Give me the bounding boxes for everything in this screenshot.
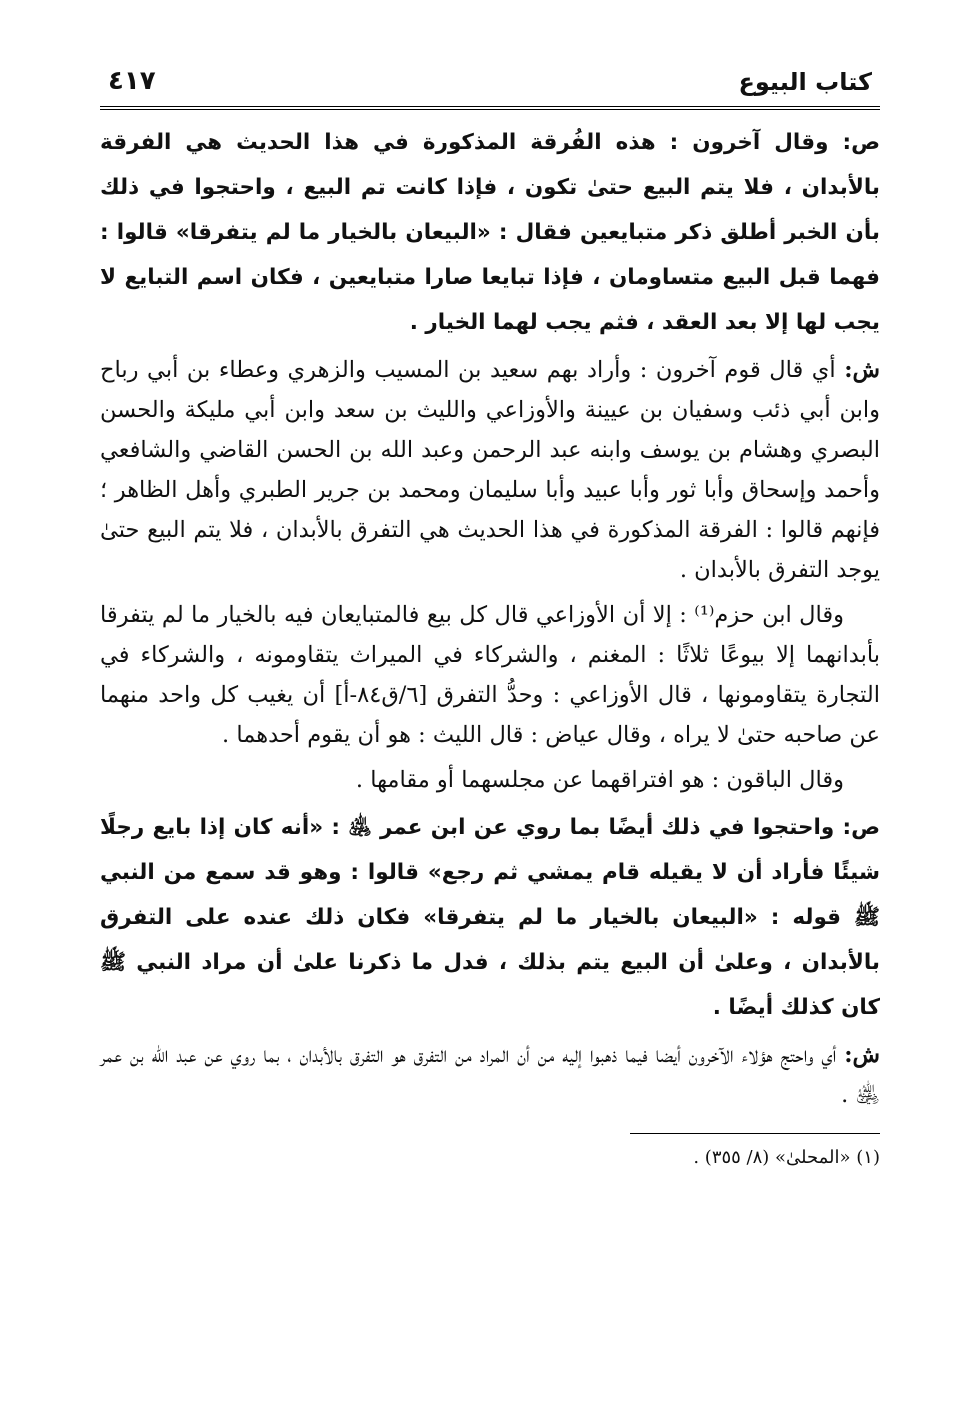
sharh-paragraph [100, 760, 880, 800]
page-body [100, 120, 880, 1115]
paragraph-marker: ص: [842, 130, 880, 155]
page-header [100, 56, 880, 110]
paragraph-text: وقال ابن حزم⁽¹⁾ : إلا أن الأوزاعي قال كل بيع فالمتبايعان فيه بالخيار ما لم يتفرقا بأبدانهما إلا بيوعًا ثلاثًا : المغنم ، والشركاء في الميراث يتقاومونه ، والشركاء في التجارة يتقاومونها ، قال الأوزاعي : وحدُّ التفرق [٦/ق٨٤-أ] أن يغيب كل واحد منهما عن صاحبه حتىٰ لا يراه ، وقال عياض : قال الليث : هو أن يقوم أحدهما . [100, 602, 880, 748]
paragraph-text: وقال الباقون : هو افتراقهما عن مجلسهما أو مقامها . [355, 767, 844, 793]
paragraph-text: أي قال قوم آخرون : وأراد بهم سعيد بن المسيب والزهري وعطاء بن أبي رباح وابن أبي ذئب وسفيان بن عيينة والأوزاعي والليث بن سعد وابن أبي مليكة والحسن البصري وهشام بن يوسف وابنه عبد الرحمن وعبد الله بن الحسن القاضي والشافعي وأحمد وإسحاق وأبا ثور وأبا عبيد وأبا سليمان ومحمد بن جرير الطبري وأهل الظاهر ؛ فإنهم قالوا : الفرقة المذكورة في هذا الحديث هي التفرق بالأبدان ، فلا يتم البيع حتىٰ يوجد التفرق بالأبدان . [100, 357, 880, 583]
paragraph-text: واحتجوا في ذلك أيضًا بما روي عن ابن عمر ﵁ : «أنه كان إذا بايع رجلًا شيئًا فأراد أن لا يقيله قام يمشي ثم رجع» قالوا : وهو قد سمع من النبي ﷺ قوله : «البيعان بالخيار ما لم يتفرقا» فكان ذلك عنده على التفرق بالأبدان ، وعلىٰ أن البيع يتم بذلك ، فدل ما ذكرنا علىٰ أن مراد النبي ﷺ كان كذلك أيضًا . [100, 815, 880, 1020]
paragraph-marker: ش: [844, 357, 880, 383]
paragraph-marker: ص: [842, 815, 880, 840]
sharh-paragraph [100, 350, 880, 590]
paragraph-text: وقال آخرون : هذه الفُرقة المذكورة في هذا الحديث هي الفرقة بالأبدان ، فلا يتم البيع حتىٰ تكون ، فإذا كانت تم البيع ، واحتجوا في ذلك بأن الخبر أطلق ذكر متبايعين فقال : «البيعان بالخيار ما لم يتفرقا» قالوا : فهما قبل البيع متساومان ، فإذا تبايعا صارا متبايعين ، فكان اسم التبايع لا يجب لها إلا بعد العقد ، فثم يجب لهما الخيار . [100, 130, 880, 335]
matn-paragraph [100, 805, 880, 1030]
paragraph-marker: ش: [844, 1042, 880, 1068]
book-title: كتاب البيوع [738, 68, 872, 96]
sharh-paragraph [100, 595, 880, 755]
sharh-paragraph [100, 1035, 880, 1115]
book-page [100, 56, 880, 1172]
footnote: (١) «المحلىٰ» (٨/ ٣٥٥) . [693, 1147, 880, 1168]
footnote-divider [630, 1133, 880, 1134]
paragraph-text: أي واحتج هؤلاء الآخرون أيضا فيما ذهبوا إليه من أن المراد من التفرق هو التفرق بالأبدان ، بما روي عن عبد الله بن عمر ﵁ . [100, 1042, 880, 1108]
page-number: ٤١٧ [108, 66, 156, 96]
matn-paragraph [100, 120, 880, 345]
